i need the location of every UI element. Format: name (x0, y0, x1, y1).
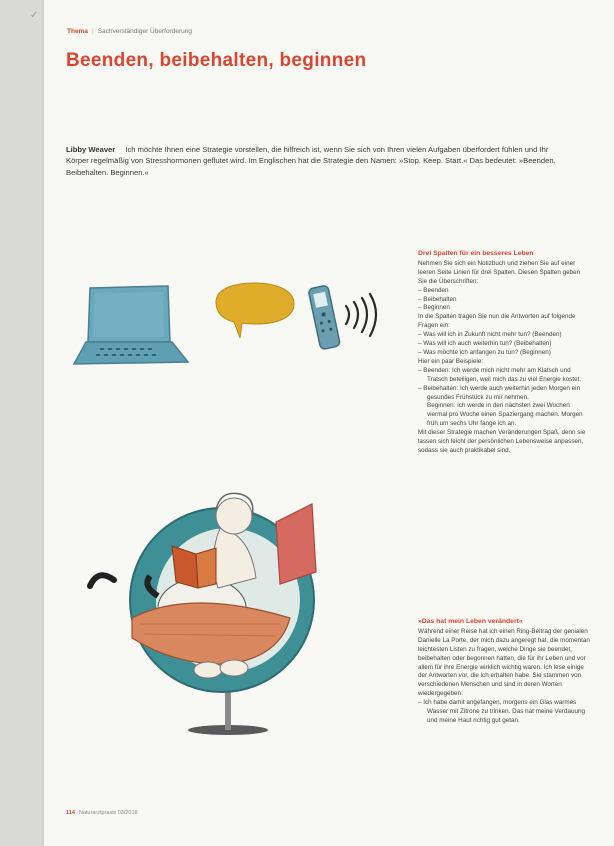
subsection-label: Sachverständiger Überforderung (97, 28, 192, 35)
page-title: Beenden, beibehalten, beginnen (66, 50, 367, 71)
sidebar-heading: »Das hat mein Leben verändert« (418, 618, 523, 625)
list-item: – Beibehalten (418, 295, 457, 303)
reading-girl-illustration (80, 468, 340, 736)
list-item: – Beginnen (418, 304, 450, 312)
sidebar-paragraph: Beginnen: Ich werde in den nächsten zwei Wochen viermal pro Woche einen Spaziergang machen. Morgen früh um sechs Uhr fange ich an. (427, 402, 583, 428)
quote-list (418, 699, 590, 726)
sidebar-life-changed (418, 618, 590, 726)
page-footer (66, 810, 138, 816)
list-item: – Beenden: Ich werde mich nicht mehr am Klatsch und Tratsch beteiligen, weil mich das zu viel Energie kostet. (418, 366, 582, 383)
question-list (418, 331, 590, 358)
sidebar-paragraph: Mit dieser Strategie machen Veränderungen Spaß, denn sie lassen sich leicht der persönlichen Lebensweise anpassen, sodass sie auch praktikabel sind. (418, 429, 586, 454)
intro-text: Ich möchte Ihnen eine Strategie vorstellen, die hilfreich ist, wenn Sie sich von Ihren vielen Aufgaben überfordert fühlen und Ihr Körper regelmäßig von Stresshormonen geflutet wird. Im Englischen hat die Strategie den Namen: »Stop. Keep. Start.« Das bedeutet: »Beenden. Beibehalten. Beginnen.« (66, 145, 556, 177)
column-list (418, 287, 590, 314)
section-kicker: Thema | Sachverständiger Überforderung (67, 28, 192, 35)
sidebar-paragraph: Nehmen Sie sich ein Notizbuch und ziehen Sie auf einer leeren Seite Linien für drei Spalten. Diesen Spalten geben Sie die Überschriften: (418, 259, 581, 285)
laptop-icon (72, 284, 192, 368)
list-item: – Was möchte ich anfangen zu tun? (Beginnen) (418, 348, 551, 356)
footer-text: Naturarztpraxis 03/2018 (78, 810, 138, 816)
registration-mark: ✓ (30, 10, 39, 21)
sidebar-paragraph: In die Spalten tragen Sie nun die Antworten auf folgende Fragen ein: (418, 313, 576, 330)
sidebar-paragraph: Während einer Reise hat ich einen Ring-Beitrag der genialen Danielle La Porte, der mich dazu angeregt hat, die momentan leichtesten Listen zu fragen, welche Dinge sie beendet, beibehalten oder begonnen hatten, die für ihr Leben und vor allem für ihre Energie wirklich wichtig waren. Ich lese einige der Antworten vor, die ich erhalten habe. Sie stammen von verschiedenen Menschen und sind in deren Worten wiedergegeben: (418, 627, 590, 698)
example-list (418, 367, 590, 403)
list-item: – Beenden (418, 286, 449, 294)
list-item: – Was will ich in Zukunft nicht mehr tun? (Beenden) (418, 331, 562, 339)
intro-paragraph (66, 144, 566, 178)
list-item: – Beibehalten: Ich werde auch weiterhin jeden Morgen ein gesundes Frühstück zu mir nehmen. (418, 384, 581, 401)
sidebar-paragraph: Hier ein paar Beispiele: (418, 357, 484, 365)
page-number: 114 (66, 810, 75, 816)
author-name: Libby Weaver (66, 145, 116, 154)
list-item: – Ich habe damit angefangen, morgens ein Glas warmes Wasser mit Zitrone zu trinken. Das hat meine Verdauung und meine Haut richtig gut getan. (418, 699, 585, 724)
phone-icon (306, 280, 396, 356)
sidebar-heading: Drei Spalten für ein besseres Leben (418, 250, 534, 257)
sidebar-three-columns (418, 250, 590, 456)
list-item: – Was will ich auch weiterhin tun? (Beibehalten) (418, 340, 552, 348)
section-label: Thema (67, 28, 88, 35)
speech-bubble-icon (206, 280, 300, 344)
